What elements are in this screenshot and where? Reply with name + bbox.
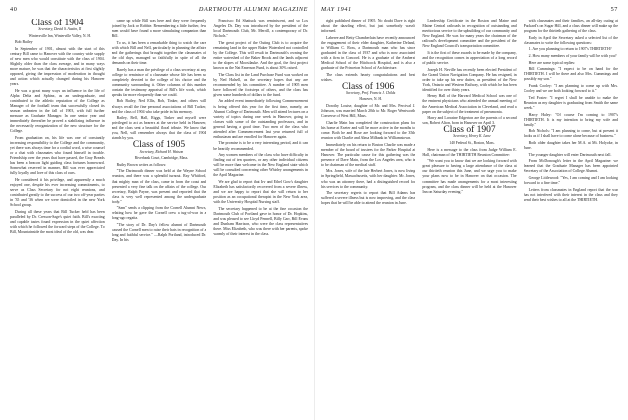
paragraph: Bill Cummings: "I expect to be on hand for the THIRTIETH. I will be there and also Mrs. Cummings and possibly my son." <box>523 67 618 82</box>
paragraph: The Class list in the Land Purchase Fund was worked on by Ned Halsell, as the secretary hopes that any are recommended by his committee. A number of 1905 men have followed the footsteps of others, and the class has given some hundreds of dollars to the fund. <box>213 72 309 97</box>
paragraph: "We want you to know that we are looking forward with great pleasure to having a large attendance of the class at our thirtieth reunion this June, and we urge you to make your plans now to be in Hanover on that occasion. The committee has made arrangements for a most interesting program, and the class dinner will be held at the Hanover Inn on Saturday evening." <box>422 159 517 194</box>
paragraph: Both older daughter takes her M.A. at Mt. Holyoke, in June. <box>523 140 618 150</box>
paragraph: To us, it has been a remarkable thing to watch the care with which Bill and Nell, particularly in planning the affairs and the gatherings that brought together the classmates of the old days, managed so faithfully in spite of all the demands on their time. <box>111 40 207 65</box>
paragraph: Ruthy Brown writes as follows: <box>116 162 167 167</box>
paragraph: He was a great many ways an influence in the life of Alpha Delta and Sphinx, as an undergraduate, and contributed to the athletic reputation of the College as Manager of the football team that successfully closed its season unbeaten in the fall of 1903, with full further measure as Graduate Manager. In one senior year and immediately thereafter he proved a stabilizing influence in the necessarily reorganization of the new structure for the College. <box>10 88 105 134</box>
running-head-left <box>10 6 308 13</box>
paragraph: Frank Cooley: "I am planning to come up with Mrs. Cooley and we are both looking forward to it." <box>523 84 618 94</box>
paragraph: Francisco Ed Shattuck was reminiscent, and so Los Angeles Dr. Day was introduced by the president of the local Dartmouth Club, Mr. Merrill, a contemporary of Dr. Nichols." <box>213 19 309 39</box>
column-text <box>422 19 516 195</box>
paragraph: It is the first of these awards to be made by the company, and the recognition comes in appreciation of a long record of public service. <box>422 50 517 65</box>
paragraph: In September of 1901, almost with the start of this century Bill came to Hanover with the country wide supply of new men who would constitute with the class of 1904. Slightly older than the class average, and in many ways more mature, he was that the characteristics at first slightly opposed, giving the impression of moderation in thought and action which actually changed during his Hanover years. <box>10 46 105 87</box>
paragraph: Ted Foster: "I regret I shall be unable to make the Reunion as my daughter is graduating from Smith the same week." <box>523 95 618 110</box>
secretary-line: Secretary, Richard H. Watson <box>139 149 184 154</box>
paragraph: Henry Hall of the Harvard Medical School was one of the eminent physicians who attended the annual meeting of the American Medical Association in Cleveland, and read a paper on the subject of the treatment of pneumonia. <box>422 94 517 114</box>
paragraph: 1. Are you planning to return to 1907's THIRTIETH? <box>528 47 612 52</box>
secretary-1904: Secretary, David S. Austin, II <box>38 27 82 32</box>
paragraph: Any women members of the class who have difficulty in finding out of ten quarters, or any other individual citizens will be more than welcome in the New England state which will be consulted concerning other Whirley arrangements in the April Magazine. <box>213 153 309 178</box>
paragraph: Harry and Lorraine Edgerton are the parents of a second son, Robert Alton, born in Hanover on April 3. <box>422 116 517 126</box>
paragraph: Early in April the Secretary asked a selected list of the classmates to write the following questions: <box>523 35 618 45</box>
column-text <box>524 19 618 203</box>
paragraph: We are glad to report that Irv and Ethel Gow's daughter Elizabeth has satisfactorily recovered from a severe illness, and we are happy to report that she will return to her position as an occupational therapist in the New York area, with the University Hospital Nursing staff. <box>213 179 309 205</box>
paragraph: 2. How many members of your family will be with you? <box>528 54 617 59</box>
paragraph: The younger daughter will enter Dartmouth next fall. <box>528 152 612 157</box>
running-title-left: DARTMOUTH ALUMNI MAGAZINE <box>198 6 308 13</box>
right-column-2 <box>422 19 516 419</box>
paragraph: came up while Bill was here and they were frequently joined by Jack or Robbie. Remembering a little further, few men would have found a more stimulating companion than Bill. <box>111 19 207 39</box>
paragraph: Immediately on his return to Boston Charlie was made a member of the board of trustees for the Parker Hospital at Hanover. The particular cause for this gathering was the presence of Dave Main, from the Los Angeles area, who is to be chairman of the medical staff. <box>321 142 416 167</box>
paragraph: Laberee and Betty Chamberlain have recently announced the engagement of their elder daughter, Katherine Deland, to William C. Ross, a Dartmouth man who has since graduated in the class of 1937 and who is now associated with a firm in Concord. He is a graduate of the Amherst Medical School of the Hitchcock Hospital, and is also a graduate of the Princeton School of Architecture. <box>321 35 416 71</box>
paragraph: Harry Haley: "Of course I'm coming to 1907's THIRTIETH. It is my intention to bring my wife and family." <box>523 112 618 127</box>
class-heading-1904: Class of 1904 <box>31 19 84 28</box>
column-text <box>112 19 207 243</box>
left-column-1 <box>10 19 105 419</box>
paragraph: He considered it his privilege, and apparently a much enjoyed one, despite his ever increasing commitments, to serve as Class Secretary for not eight reunions, and contributed greatly to the success of our two off-year parties in '35 and '36 when we were domiciled in the new York School group. <box>10 177 105 208</box>
secretary-address: Riverbank Court, Cambridge, Mass. <box>134 156 189 161</box>
class-heading: Class of 1906 <box>342 81 395 92</box>
paragraph: Here are some typical replies: <box>528 60 576 65</box>
paragraph: Bob Bailey <box>15 40 33 45</box>
address-1904: Wintersville Inn, Winterville Valley, N. H. <box>28 33 91 38</box>
paragraph: The secretary regrets to report that Bill Adams has suffered a severe illness but is now improving, and the class hopes that he will be able to attend the reunion in June. <box>321 191 416 206</box>
paragraph: The great project of the Outing Club is to acquire the remaining land in the upper Baker Watershed not controlled by the College. This will result in Dartmouth's owning the entire watershed of the Baker Brook and the lands adjacent to the slopes of Moosilauke. And the goal, the first project known as the Nat Emerson Fund, is about 30% raised. <box>213 40 309 71</box>
paragraph: Bob Nichols: "I am planning to come, but at present it looks as if I shall have to come alone because of business." <box>523 129 618 139</box>
paragraph: Letters from classmates in England report that the war has not interfered with their interest in the class and they send their best wishes to all at the THIRTIETH. <box>523 187 618 202</box>
paragraph: Leadership Certificate in the Boston and Maine and Maine Central railroads in recognition of outstanding and meritorious service to the upbuilding of our community and New England. He was for many years the chairman of the railroad's development committee and the president of the New England Council's transportation committee. <box>422 19 517 49</box>
paragraph: "Sam" sends a clipping from the Cornell Alumni News, relating how he gave the Cornell crew a tug-of-war in a long-ago regatta. <box>111 206 207 221</box>
left-columns <box>10 19 308 419</box>
paragraph: "The story of Dr. Day's fellow alumni of Dartmouth caused the Cornell men to raise their hats in recognition of a long and faithful service." —Ralph Portland, introduced Dr. Day. In his <box>111 223 207 243</box>
class-heading: Class of 1905 <box>132 140 186 151</box>
right-column-3 <box>524 19 618 419</box>
left-column-2 <box>112 19 207 419</box>
paragraph: The class extends hearty congratulations and best wishes. <box>321 72 416 82</box>
paragraph: Mrs. Jones, wife of the late Herbert Jones, is now living in Springfield, Massachusetts, with her daughter. Mr. Jones, who was an attorney there, had a distinguished record for his services to the community. <box>321 169 416 189</box>
paragraph: The promise is to be a very interesting period, and it can be heartily recommended. <box>213 141 309 151</box>
right-column-1 <box>321 19 415 419</box>
page-number-left: 40 <box>10 6 18 13</box>
paragraph: with classmates and their families, an all-day outing at Packard's on Sugar Hill, and a class dinner will make up the program for the thirtieth gathering of the class. <box>523 19 618 34</box>
paragraph: Charlie Main has completed the construction plans for his home at Exeter and will be more active in the months to come. Both he and Rose are looking forward to the 35th reunion with Charlie and Alma Milbank in Williamstown. <box>321 120 416 140</box>
column-text <box>321 19 415 206</box>
right-page <box>314 0 628 420</box>
secretary-line: Secretary, Henry K. Lane <box>453 134 491 139</box>
paragraph: Here is a message to the class from Judge William E. Hall, chairman of the THIRTIETH Reunion Committee: <box>422 147 517 157</box>
paragraph: George Littlewood: "Yes, I am coming and I am looking forward to a fine time." <box>523 175 618 186</box>
paragraph: During all these years that Bill Tucker held has been paralleled by Dr. Cresson-Sage's quiet faith. Bill's exacting and capable tastes found expression in the quiet affection with which he followed the forward steps of the College. To Bill, Mountainside the most ideal of the old, was dear. <box>10 209 105 234</box>
paragraph: Bailey, Bell, Hall, Riggs, Tinker and myself were privileged to act as bearers at the service held in Hanover, and the class sent a beautiful floral tribute. We know that you, Nell, will remember always that the class of 1904 stands by you. <box>111 116 207 141</box>
paragraph: An added event immediately following Commencement is being offered this year for the first time, namely, an Alumni College of Dartmouth. Men will attend lectures on a variety of topics during one week in Hanover, going to classes with some of the outstanding professors, and in general having a good time. Two men of the class who attended after Commencement last year returned full of enthusiasm and are enrolled for Hanover again. <box>213 99 309 139</box>
paragraph: Joseph H. Neville has recently been elected President of the Grand Union Navigation Company. He has resigned, in order to take up his new duties, as president of the New York, Ontario and Western Railway, with which he has been identified for over thirty years. <box>422 67 517 92</box>
paragraph: The secretary happened to be at the fine occasion the Dartmouth Club of Portland gave in honor of Dr. Hopkins, and was pleased to see Lloyd Pennell, Billy Carr, Bill Evans and Dunham Harrison, who were the class representatives there. Miss Elizabeth, who was there with her parents, spoke warmly of their interest in the class. <box>213 206 309 237</box>
column-text <box>10 40 105 235</box>
paragraph: Bob Bailey, Ned Ellis, Bob, Tinker, and others will always recall the fine personal associations of Bill Tucker, and the class of 1904 who take pride in his memory. <box>111 99 207 114</box>
running-head-right <box>321 6 618 13</box>
left-column-3 <box>213 19 308 419</box>
paragraph: Dorothy Louise, daughter of Mr. and Mrs. Percival J. Johnson, was married March 20th to Mr. Roger Wentworth Converse of West Hill, Mass. <box>321 104 416 119</box>
page-number-right: 57 <box>610 6 618 13</box>
paragraph: Rarely has a man the privilege of a class secretary at any college to reminisce of a classmate whose life has been so completely devoted to the college of his choice and the community surrounding it. Other columns of this number contain the testimony appraisal of Bill's life work, which speaks far more eloquently than we could. <box>111 67 207 97</box>
secretary-line: Secretary, Prof. Francis J. Childs <box>345 90 396 95</box>
class-heading: Class of 1907 <box>443 125 496 136</box>
column-text <box>213 19 308 237</box>
paragraph: right published dinner of 1905. No doubt Dave is right about the dazzling effect, but just somebody wasn't informed. <box>321 19 416 34</box>
paragraph: "The Dartmouth dinner was held at the Wayne School reunion, and there was a splendid turnout. Ray Whitford, that mighty man of the class, came in from the coast and presented a very fine talk on the affairs of the college. Our secretary, Ralph Payne, was present and reported that the class is very well represented among the undergraduate body." <box>111 169 207 204</box>
paragraph: From graduation on, his life was one of constantly increasing responsibility to the College and the community, yet there was always time for a cordial word, a wise counsel or a chat with classmates who found himself in trouble. Friendship over the years that have passed, the Gray Breads has been a beacon light guiding class fortunes homeward. Somewhat reserved in manner, Bill was ever appreciated fully loyally and love of this class of ours. <box>10 135 105 176</box>
secretary-address: Hanover, N. H. <box>359 97 382 102</box>
right-columns <box>321 19 618 419</box>
paragraph: From McDonough's letter in the April Magazine: we learned that the Graduate Manager has been appointed Secretary of the Association of College Alumni. <box>523 159 618 174</box>
running-title-right: MAY 1941 <box>321 6 352 13</box>
secretary-address: 140 Federal St., Boston, Mass. <box>449 141 495 145</box>
